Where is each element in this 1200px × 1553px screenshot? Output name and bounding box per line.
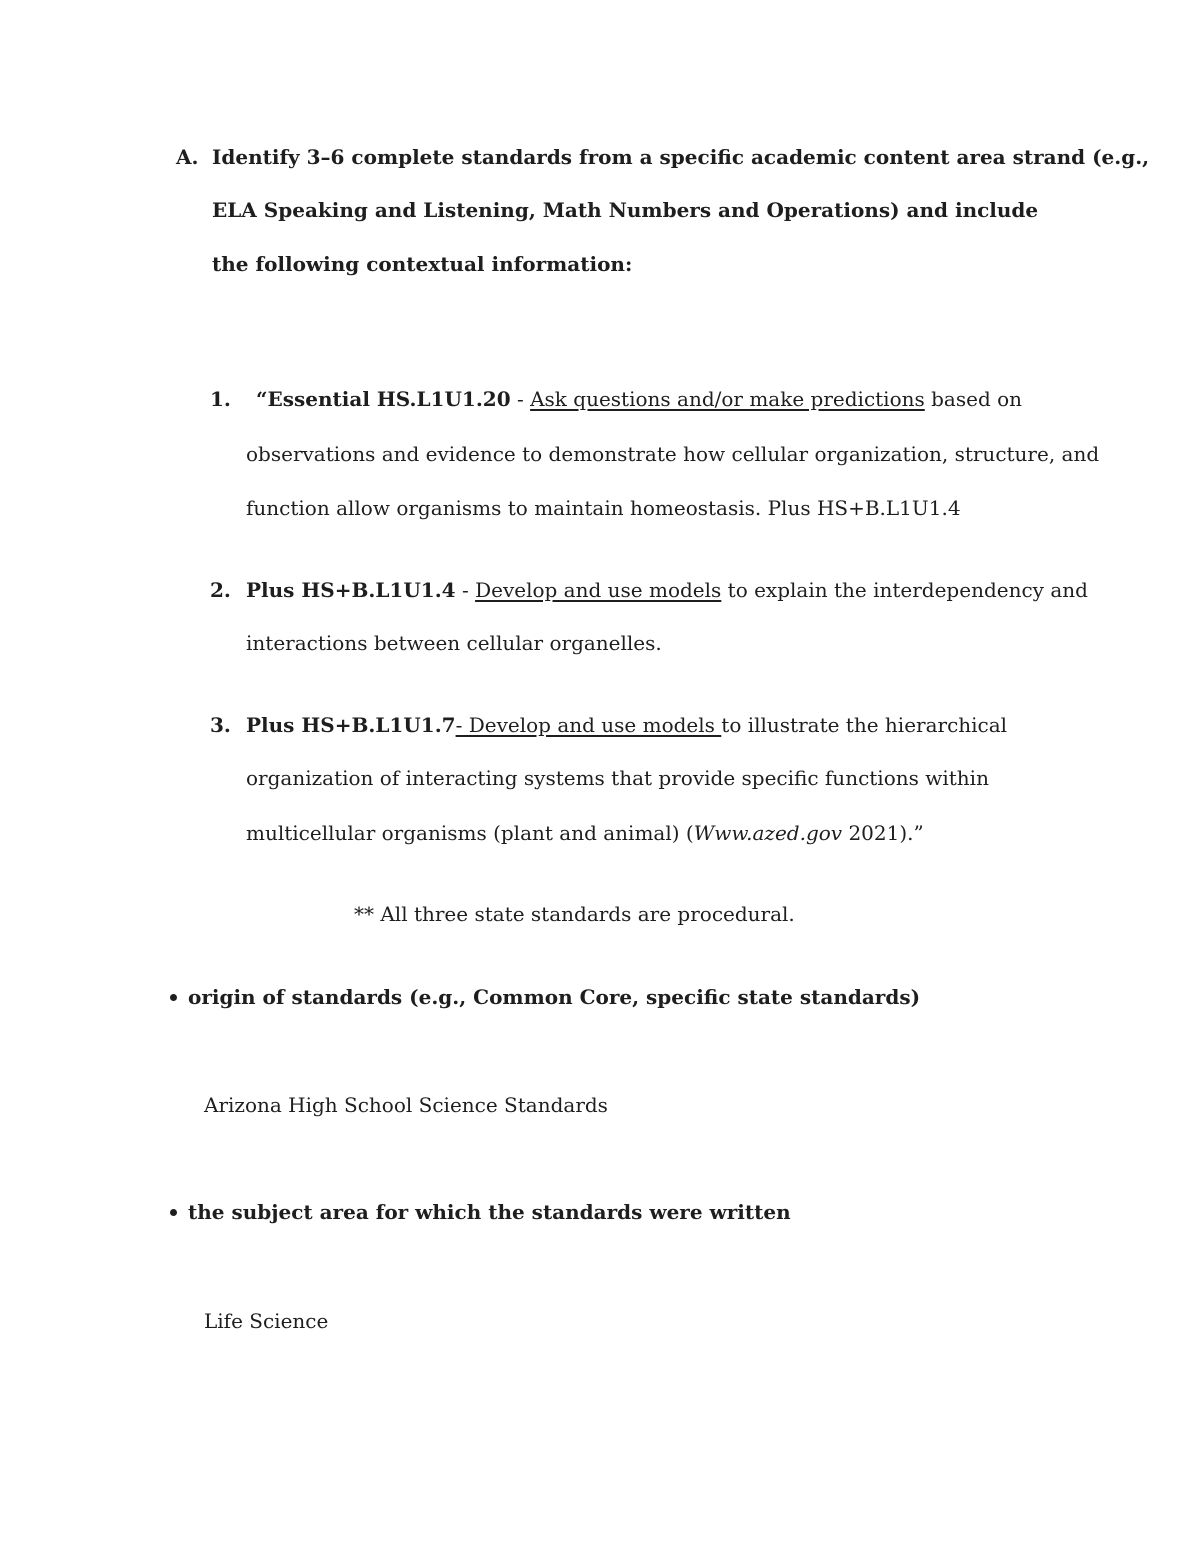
procedural-note: ** All three state standards are procedural. <box>354 902 795 926</box>
standard-3-line-3 <box>246 819 924 847</box>
bullet-2-answer: Life Science <box>204 1309 329 1333</box>
standard-3-first-line <box>246 711 1007 739</box>
standard-3-marker: 3. <box>210 713 231 737</box>
standard-2-line-2: interactions between cellular organelles. <box>246 631 662 655</box>
standard-3-rest: to illustrate the hierarchical <box>721 713 1008 737</box>
standard-1-first-line <box>256 385 1022 413</box>
bullet-dot-icon <box>170 994 177 1001</box>
bullet-2-label: the subject area for which the standards were written <box>188 1200 791 1224</box>
standard-2-practice: Develop and use models <box>475 578 722 602</box>
section-a-line-2: ELA Speaking and Listening, Math Numbers and Operations) and include <box>212 198 1039 222</box>
standard-1-code: “Essential HS.L1U1.20 <box>256 387 511 411</box>
standard-3-last-prefix: multicellular organisms (plant and animal) ( <box>246 821 694 845</box>
section-a-marker: A. <box>176 145 199 169</box>
section-a-line-1: Identify 3–6 complete standards from a specific academic content area strand (e.g., <box>212 145 1150 169</box>
standard-1-line-3: function allow organisms to maintain homeostasis. Plus HS+B.L1U1.4 <box>246 496 961 520</box>
standard-1-practice: Ask questions and/or make predictions <box>530 387 925 411</box>
standard-2-first-line <box>246 576 1088 604</box>
standard-3-last-suffix: 2021).” <box>842 821 924 845</box>
standard-2-rest: to explain the interdependency and <box>721 578 1088 602</box>
standard-2-marker: 2. <box>210 578 231 602</box>
standard-2-sep: - <box>455 578 476 602</box>
standard-1-sep: - <box>510 387 531 411</box>
section-a-line-3: the following contextual information: <box>212 252 633 276</box>
standard-2-code: Plus HS+B.L1U1.4 <box>246 578 456 602</box>
standard-3-citation: Www.azed.gov <box>693 821 843 845</box>
standard-3-practice: - Develop and use models <box>455 713 722 737</box>
standard-1-marker: 1. <box>210 387 231 411</box>
standard-1-rest: based on <box>924 387 1023 411</box>
standard-3-line-2: organization of interacting systems that provide specific functions within <box>246 766 989 790</box>
bullet-1-label: origin of standards (e.g., Common Core, specific state standards) <box>188 985 921 1009</box>
bullet-1-answer: Arizona High School Science Standards <box>204 1093 608 1117</box>
standard-1-line-2: observations and evidence to demonstrate how cellular organization, structure, and <box>246 442 1100 466</box>
standard-3-code: Plus HS+B.L1U1.7 <box>246 713 456 737</box>
bullet-dot-icon <box>170 1209 177 1216</box>
